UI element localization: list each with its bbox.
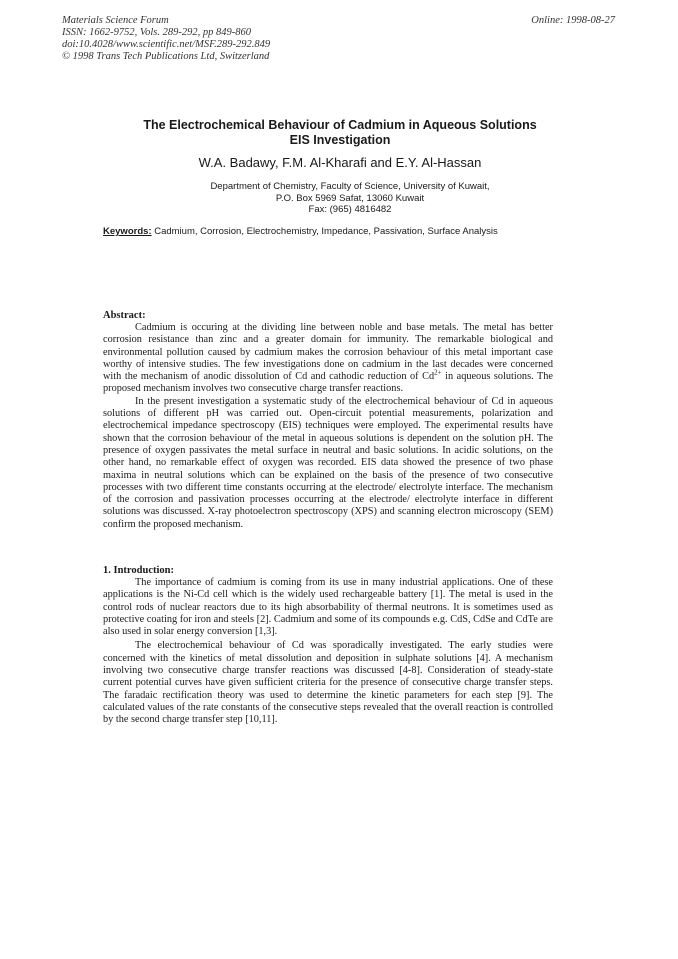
affiliation-department: Department of Chemistry, Faculty of Science, University of Kuwait, (210, 181, 490, 192)
introduction-heading: 1. Introduction: (103, 565, 174, 576)
introduction-body (103, 577, 553, 727)
copyright-line: © 1998 Trans Tech Publications Ltd, Switzerland (62, 51, 270, 62)
abstract-paragraph-1 (103, 322, 553, 396)
issn-line: ISSN: 1662-9752, Vols. 289-292, pp 849-860 (62, 27, 251, 38)
title-line-2: EIS Investigation (289, 133, 391, 147)
authors: W.A. Badawy, F.M. Al-Kharafi and E.Y. Al-Hassan (198, 155, 482, 170)
title-line-1: The Electrochemical Behaviour of Cadmium in Aqueous Solutions (143, 118, 537, 132)
keywords (103, 226, 563, 237)
cadmium-ion-charge: 2+ (434, 368, 442, 377)
introduction-paragraph-2: The electrochemical behaviour of Cd was sporadically investigated. The early studies were concerned with the kinetics of metal dissolution and deposition in sulphate solutions [4]. A mechanism involving two consecutive charge transfer reactions was discussed [4-8]. Consideration of steady-state current potential curves have given sufficient criteria for the presence of consecutive charge transfer steps. The faradaic rectification theory was used to determine the kinetic parameters for each step [9]. The calculated values of the rate constants of the consecutive steps revealed that the overall reaction is controlled by the second charge transfer step [10,11]. (103, 640, 553, 726)
affiliation (110, 181, 590, 216)
abstract-p1-text: Cadmium is occuring at the dividing line between noble and base metals. The metal has better corrosion resistance than zinc and a greater domain for immunity. The remarkable biological and environmental pollution caused by cadmium makes the corrosion behaviour of this metal important case worthy of intensive studies. The few investigations done on cadmium in the last decades were concerned with the mechanism of anodic dissolution of Cd and cathodic reduction of Cd (103, 322, 553, 383)
abstract-p1-end: in aqueous solutions. The proposed mechanism involves two consecutive charge transfer reactions. (103, 371, 553, 395)
abstract-heading: Abstract: (103, 310, 146, 321)
paper-title (90, 118, 590, 148)
doi-line: doi:10.4028/www.scientific.net/MSF.289-292.849 (62, 39, 271, 50)
affiliation-fax: Fax: (965) 4816482 (308, 204, 392, 215)
online-date: Online: 1998-08-27 (531, 15, 615, 26)
abstract-body (103, 322, 553, 531)
keywords-text: Cadmium, Corrosion, Electrochemistry, Impedance, Passivation, Surface Analysis (151, 226, 498, 237)
journal-name: Materials Science Forum (62, 15, 169, 26)
introduction-paragraph-1: The importance of cadmium is coming from its use in many industrial applications. One of these applications is the Ni-Cd cell which is the widely used rechargeable battery [1]. The metal is used in the control rods of nuclear reactors due to its high absorbability of thermal neutrons. It is sometimes used as protective coating for iron and steels [2]. Cadmium and some of its compounds e.g. CdS, CdSe and CdTe are also used in solar energy conversion [1,3]. (103, 577, 553, 638)
keywords-label: Keywords: (103, 226, 152, 237)
abstract-paragraph-2: In the present investigation a systematic study of the electrochemical behaviour of Cd in aqueous solutions of different pH was carried out. Open-circuit potential measurements, polarization and electrochemical impedance spectroscopy (EIS) techniques were employed. The experimental results have shown that the corrosion behaviour of the metal in aqueous solutions is dependent on the solution pH. The presence of oxygen passivates the metal surface in neutral and basic solutions. In acidic solutions, on the other hand, no remarkable effect of oxygen was recorded. EIS data showed the presence of two phase maxima in neutral solutions which can be explained on the basis of the presence of two consecutive processes with two different time constants occurring at the electrode/ electrolyte interface. The mechanism of the corrosion and passivation processes occurring at the electrode/ electrolyte interface in different solutions was discussed. X-ray photoelectron spectroscopy (XPS) and scanning electron microscopy (SEM) confirm the proposed mechanism. (103, 395, 553, 530)
affiliation-address: P.O. Box 5969 Safat, 13060 Kuwait (275, 192, 425, 204)
publication-metadata (62, 15, 270, 63)
